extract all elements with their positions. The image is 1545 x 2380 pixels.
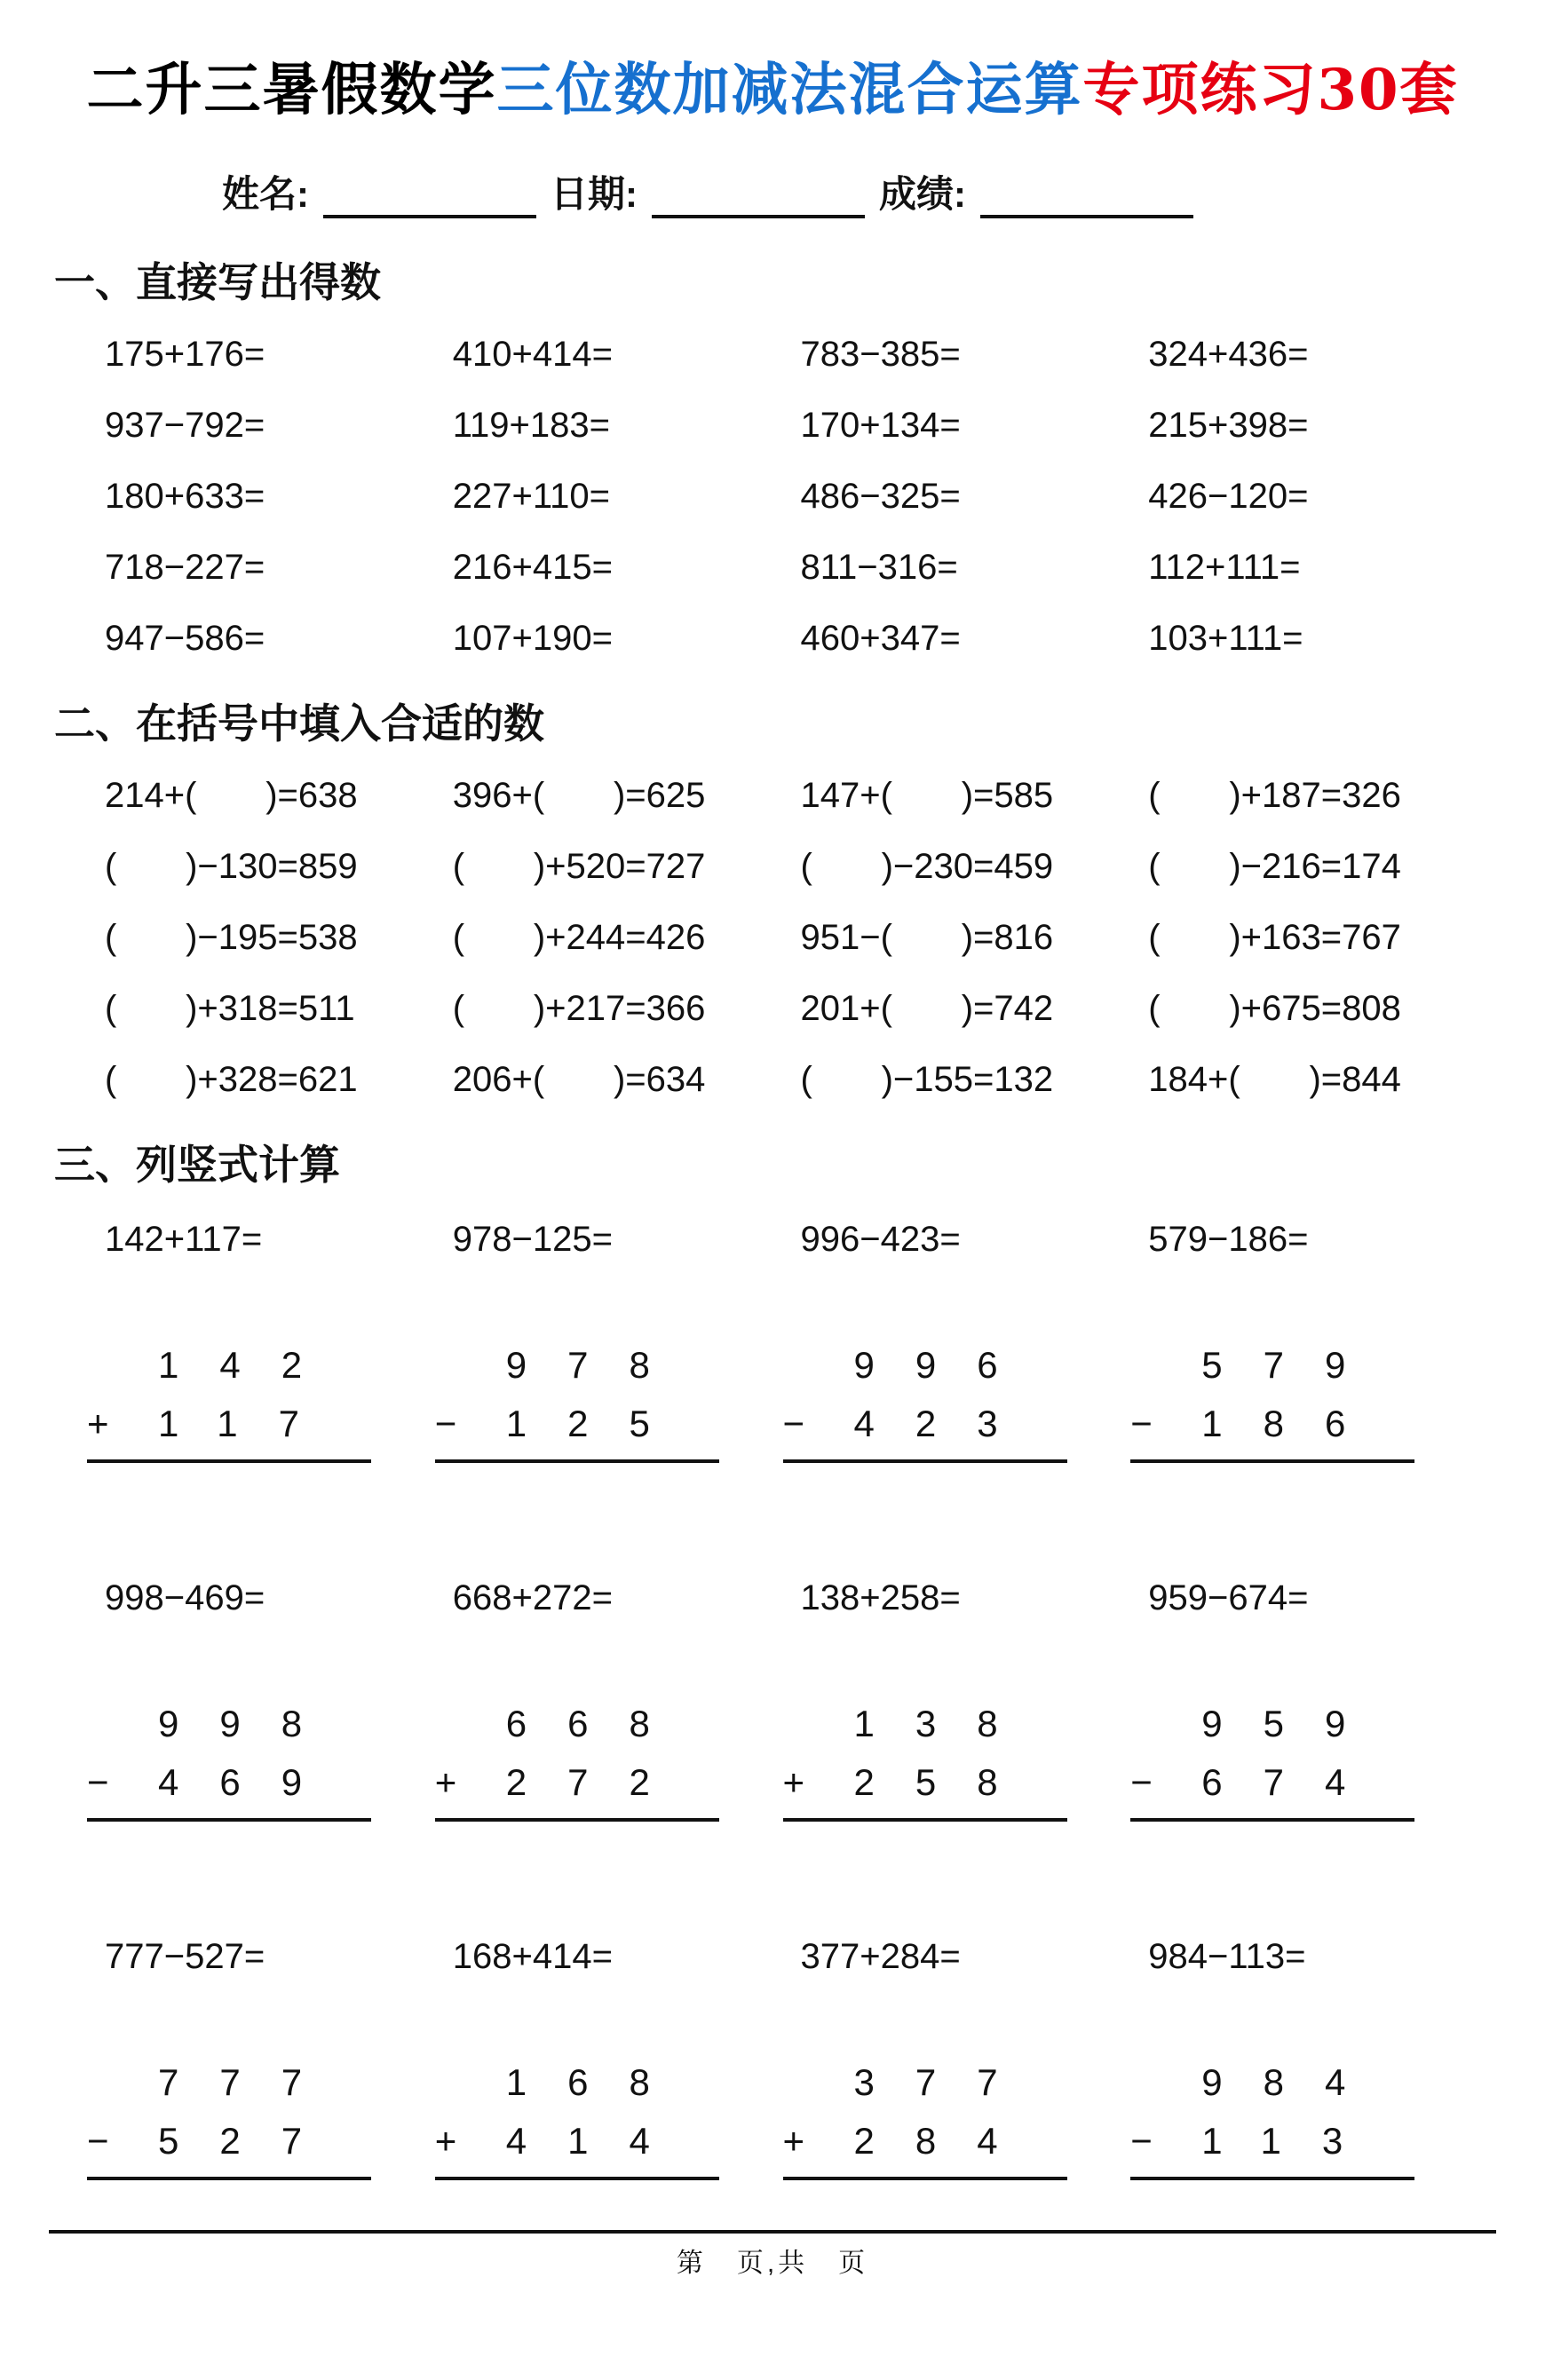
vertical-top-operand: 142: [158, 1344, 344, 1386]
vertical-bottom-operand: 414: [505, 2120, 691, 2162]
vertical-problem: [782, 1577, 1149, 1822]
vertical-problem: [1130, 1218, 1496, 1463]
vertical-answer-line: [435, 1459, 719, 1463]
vertical-calculation: [435, 1697, 728, 1822]
fill-blank-problem: 201+( )=742: [800, 989, 1054, 1028]
vertical-answer-line: [87, 1818, 371, 1822]
vertical-bottom-operand: 284: [853, 2120, 1039, 2162]
fill-blank-problem: ( )−155=132: [800, 1060, 1054, 1099]
vertical-bottom-operand: 674: [1201, 1761, 1387, 1803]
vertical-operator-sign: −: [87, 1761, 109, 1803]
vertical-answer-line: [1130, 1459, 1414, 1463]
vertical-problem: [434, 1577, 801, 1822]
vertical-top-operand: 377: [853, 2061, 1039, 2103]
oral-problem: 103+111=: [1148, 619, 1303, 658]
title-part-red: 专项练习30套: [1082, 57, 1459, 123]
vertical-top-operand: 579: [1201, 1344, 1387, 1386]
vertical-operator-sign: +: [434, 2120, 457, 2162]
vertical-operator-sign: −: [87, 2120, 109, 2162]
vertical-answer-line: [1130, 1818, 1414, 1822]
vertical-calculation: [1130, 2056, 1423, 2180]
oral-problem: 175+176=: [105, 335, 265, 374]
vertical-top-operand: 998: [158, 1703, 344, 1744]
vertical-bottom-row: [1130, 2115, 1423, 2168]
page-title: [49, 44, 1496, 126]
vertical-calculation: [435, 1339, 728, 1463]
vertical-problem: [434, 1218, 801, 1463]
fill-blank-problem: ( )−130=859: [105, 847, 358, 886]
page-footer: [49, 2230, 1496, 2280]
vertical-operator-sign: +: [782, 2120, 805, 2162]
vertical-answer-line: [1130, 2177, 1414, 2180]
vertical-bottom-operand: 186: [1201, 1403, 1387, 1444]
vertical-answer-line: [783, 1818, 1067, 1822]
fill-blank-problem: 951−( )=816: [800, 918, 1054, 957]
vertical-problem: [1130, 1577, 1496, 1822]
vertical-bottom-operand: 113: [1201, 2120, 1384, 2162]
fill-blank-problem: ( )+520=727: [452, 847, 706, 886]
section2-heading: 二、在括号中填入合适的数: [54, 700, 544, 747]
vertical-calculation: [1130, 1697, 1423, 1822]
vertical-bottom-row: [1130, 1397, 1423, 1451]
vertical-operator-sign: +: [782, 1761, 805, 1803]
fill-blank-problem: ( )+328=621: [105, 1060, 358, 1099]
score-blank-line: [980, 179, 1193, 218]
vertical-operator-sign: −: [1130, 1403, 1153, 1444]
vertical-top-operand: 168: [505, 2061, 691, 2103]
vertical-bottom-row: [783, 1756, 1076, 1809]
vertical-top-operand: 978: [505, 1344, 691, 1386]
vertical-answer-line: [87, 1459, 371, 1463]
vertical-calculation: [87, 2056, 380, 2180]
oral-problem: 119+183=: [452, 406, 610, 445]
vertical-operator-sign: −: [1130, 1761, 1153, 1803]
vertical-problem-equation: 959−674=: [1148, 1578, 1309, 1617]
oral-problem: 180+633=: [105, 477, 265, 516]
section1-heading: 一、直接写出得数: [54, 259, 381, 305]
vertical-problem-equation: 978−125=: [452, 1220, 613, 1259]
student-info-row: [222, 165, 1496, 218]
vertical-calculation: [435, 2056, 728, 2180]
vertical-calculation: [87, 1697, 380, 1822]
fill-blank-problem: 214+( )=638: [105, 776, 358, 815]
vertical-operator-sign: −: [434, 1403, 457, 1444]
oral-problem: 215+398=: [1148, 406, 1309, 445]
vertical-calculation: [783, 1697, 1076, 1822]
vertical-top-operand: 777: [158, 2061, 344, 2103]
oral-problem: 324+436=: [1148, 335, 1309, 374]
oral-problem: 486−325=: [800, 477, 961, 516]
vertical-bottom-operand: 117: [158, 1403, 340, 1444]
oral-problem: 107+190=: [452, 619, 613, 658]
vertical-calculation: [1130, 1339, 1423, 1463]
fill-blank-problem: ( )−195=538: [105, 918, 358, 957]
oral-problem: 426−120=: [1148, 477, 1309, 516]
page-number-text: 第 页,共 页: [676, 2249, 869, 2278]
vertical-problem: [87, 1577, 453, 1822]
vertical-bottom-row: [435, 1397, 728, 1451]
vertical-problem: [87, 1218, 453, 1463]
vertical-answer-line: [783, 1459, 1067, 1463]
vertical-operator-sign: −: [1130, 2120, 1153, 2162]
fill-blank-problem: ( )+244=426: [452, 918, 706, 957]
vertical-answer-line: [87, 2177, 371, 2180]
section3-heading: 三、列竖式计算: [54, 1142, 340, 1188]
vertical-bottom-operand: 272: [505, 1761, 691, 1803]
vertical-problem: [782, 1935, 1149, 2180]
vertical-problem-equation: 579−186=: [1148, 1220, 1309, 1259]
fill-blank-problem: 206+( )=634: [452, 1060, 706, 1099]
score-label: 成绩:: [879, 173, 966, 215]
vertical-top-operand: 138: [853, 1703, 1039, 1744]
name-blank-line: [323, 179, 536, 218]
vertical-problem-equation: 998−469=: [105, 1578, 265, 1617]
vertical-problem-equation: 996−423=: [800, 1220, 961, 1259]
vertical-answer-line: [435, 1818, 719, 1822]
vertical-operator-sign: −: [782, 1403, 805, 1444]
vertical-bottom-operand: 125: [505, 1403, 691, 1444]
footer-divider: [49, 2230, 1496, 2234]
fill-blank-grid: [49, 775, 1496, 1101]
title-part-blue: 三位数加减法混合运算: [496, 57, 1083, 123]
vertical-bottom-row: [87, 2115, 380, 2168]
vertical-top-operand: 959: [1201, 1703, 1387, 1744]
vertical-top-operand: 996: [853, 1344, 1039, 1386]
name-label: 姓名:: [222, 173, 309, 215]
vertical-problem-equation: 668+272=: [452, 1578, 613, 1617]
oral-problem: 783−385=: [800, 335, 961, 374]
vertical-problem: [782, 1218, 1149, 1463]
oral-problem: 460+347=: [800, 619, 961, 658]
vertical-calculation: [783, 2056, 1076, 2180]
oral-computation-grid: [49, 334, 1496, 660]
title-part-black: 二升三暑假数学: [86, 57, 497, 123]
fill-blank-problem: ( )+675=808: [1148, 989, 1401, 1028]
oral-problem: 947−586=: [105, 619, 265, 658]
fill-blank-problem: 396+( )=625: [452, 776, 706, 815]
vertical-problem-equation: 142+117=: [105, 1220, 263, 1259]
vertical-bottom-row: [1130, 1756, 1423, 1809]
vertical-operator-sign: +: [87, 1403, 109, 1444]
oral-problem: 937−792=: [105, 406, 265, 445]
vertical-bottom-operand: 258: [853, 1761, 1039, 1803]
oral-problem: 216+415=: [452, 548, 613, 587]
vertical-answer-line: [435, 2177, 719, 2180]
fill-blank-problem: ( )+163=767: [1148, 918, 1401, 957]
vertical-top-operand: 668: [505, 1703, 691, 1744]
vertical-bottom-row: [783, 1397, 1076, 1451]
fill-blank-problem: ( )−230=459: [800, 847, 1054, 886]
vertical-bottom-row: [435, 1756, 728, 1809]
vertical-calculation: [87, 1339, 380, 1463]
vertical-problem-equation: 777−527=: [105, 1937, 265, 1976]
vertical-problem: [434, 1935, 801, 2180]
vertical-bottom-operand: 469: [158, 1761, 344, 1803]
vertical-computation-grid: [49, 1218, 1496, 2180]
vertical-problem: [87, 1935, 453, 2180]
date-label: 日期:: [551, 173, 638, 215]
vertical-answer-line: [783, 2177, 1067, 2180]
vertical-problem: [1130, 1935, 1496, 2180]
oral-problem: 170+134=: [800, 406, 961, 445]
vertical-bottom-row: [87, 1756, 380, 1809]
vertical-problem-equation: 138+258=: [800, 1578, 961, 1617]
fill-blank-problem: ( )−216=174: [1148, 847, 1401, 886]
vertical-bottom-operand: 423: [853, 1403, 1039, 1444]
oral-problem: 811−316=: [800, 548, 958, 587]
vertical-bottom-row: [783, 2115, 1076, 2168]
vertical-top-operand: 984: [1201, 2061, 1387, 2103]
vertical-bottom-row: [87, 1397, 380, 1451]
vertical-problem-equation: 377+284=: [800, 1937, 961, 1976]
vertical-calculation: [783, 1339, 1076, 1463]
fill-blank-problem: 184+( )=844: [1148, 1060, 1401, 1099]
oral-problem: 112+111=: [1148, 548, 1301, 587]
fill-blank-problem: ( )+217=366: [452, 989, 706, 1028]
vertical-bottom-row: [435, 2115, 728, 2168]
vertical-problem-equation: 984−113=: [1148, 1937, 1306, 1976]
oral-problem: 410+414=: [452, 335, 613, 374]
fill-blank-problem: ( )+318=511: [105, 989, 355, 1028]
vertical-bottom-operand: 527: [158, 2120, 344, 2162]
oral-problem: 227+110=: [452, 477, 610, 516]
vertical-problem-equation: 168+414=: [452, 1937, 613, 1976]
vertical-operator-sign: +: [434, 1761, 457, 1803]
fill-blank-problem: ( )+187=326: [1148, 776, 1401, 815]
oral-problem: 718−227=: [105, 548, 265, 587]
date-blank-line: [652, 179, 865, 218]
fill-blank-problem: 147+( )=585: [800, 776, 1054, 815]
